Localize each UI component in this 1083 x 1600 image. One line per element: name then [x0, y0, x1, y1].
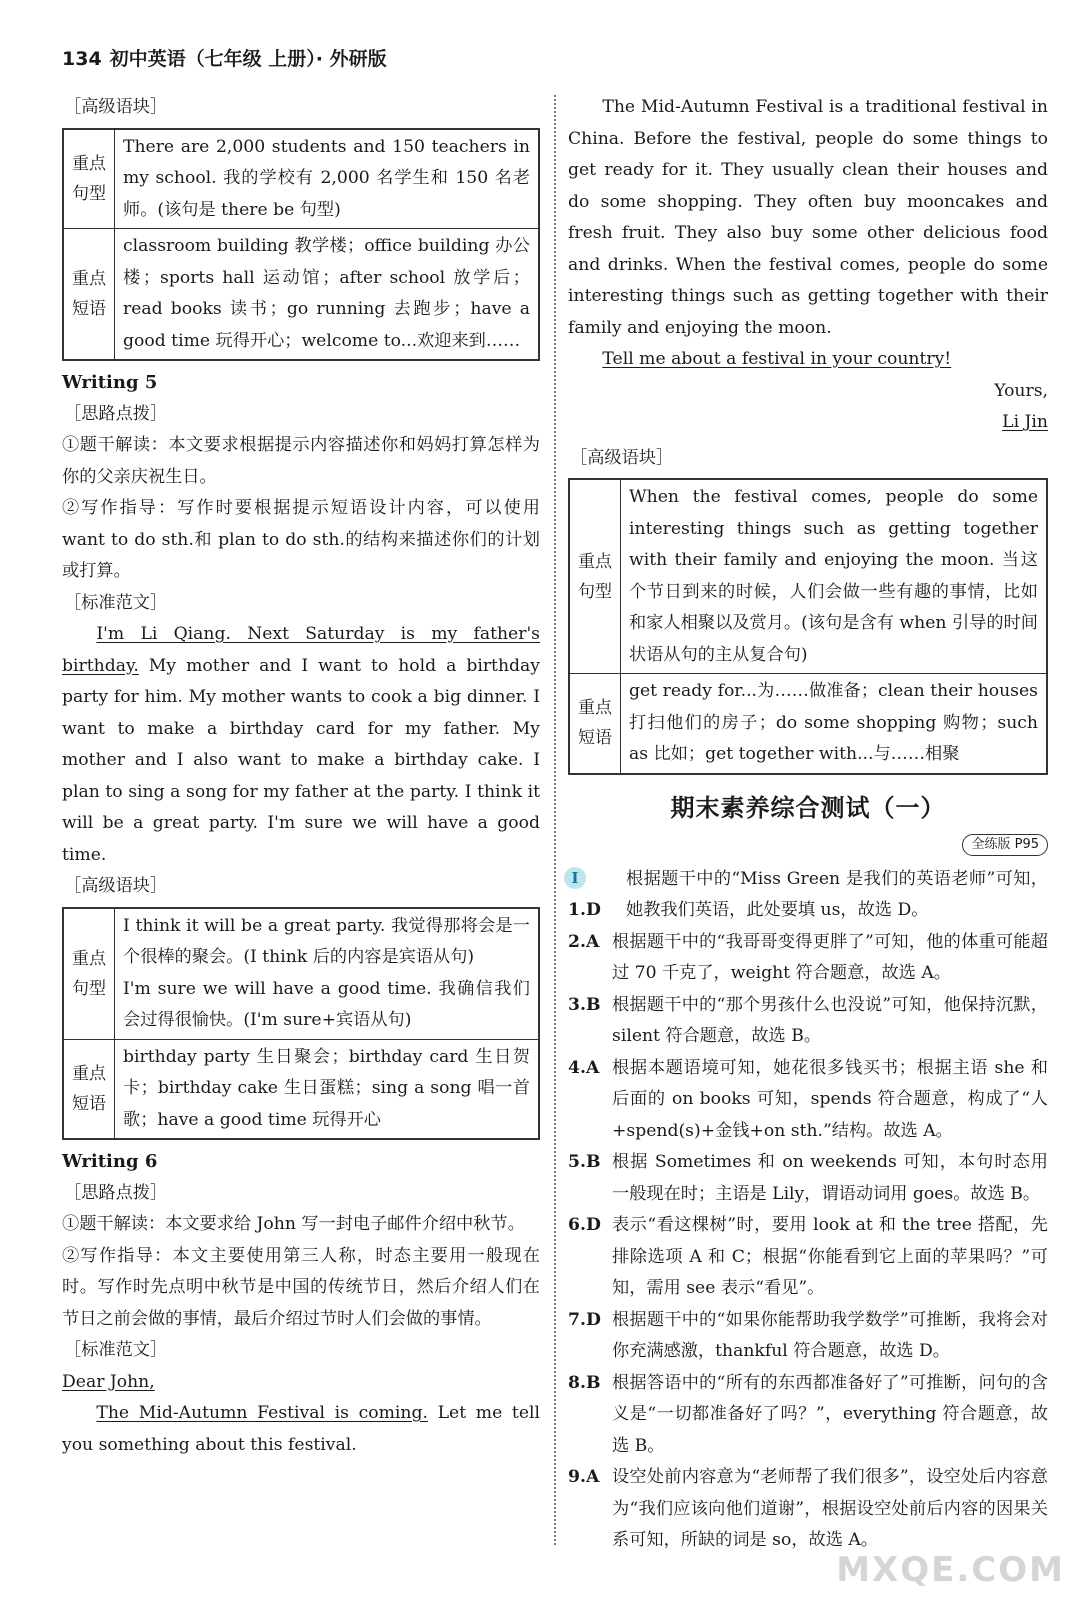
answer-item — [568, 1368, 1048, 1463]
answer-explanation: 根据本题语境可知，她花很多钱买书；根据主语 she 和后面的 on books 可知，spends 符合题意，构成了“人+spend(s)+金钱+on sth.”结构。故选 A。 — [612, 1057, 1048, 1141]
w6-tip1: ①题干解读：本文要求给 John 写一封电子邮件介绍中秋节。 — [62, 1214, 525, 1234]
answer-list — [568, 864, 1048, 1557]
answer-explanation: 根据题干中的“我哥哥变得更胖了”可知，他的体重可能超过 70 千克了，weight 符合题意，故选 A。 — [612, 931, 1048, 983]
answer-text: 根据题干中的“Miss Green 是我们的英语老师”可知，她教我们英语，此处要填 us，故选 D。 — [626, 868, 1048, 920]
w5-phrase-text: birthday party 生日聚会；birthday card 生日贺卡；birthday cake 生日蛋糕；sing a song 唱一首歌；have a good time 玩得开心 — [115, 1039, 540, 1139]
w6-ending-sentence: Tell me about a festival in your country! — [602, 349, 952, 369]
adv1-phrase-text: classroom building 教学楼；office building 办公楼；sports hall 运动馆；after school 放学后；read books 读书；go running 去跑步；have a good time 玩得开心；welcome to...欢迎来到…… — [115, 229, 540, 361]
adv1-label-sentence: 重点 句型 — [63, 129, 115, 229]
answer-item — [568, 1210, 1048, 1305]
answer-number: 4.A — [568, 1057, 600, 1078]
answer-number: 7.D — [568, 1309, 601, 1330]
answer-number: 6.D — [568, 1215, 601, 1235]
practice-reference — [568, 828, 1048, 860]
w5-tips-heading: ［思路点拨］ — [64, 403, 168, 424]
answer-number — [568, 864, 612, 927]
w5-sample-topic-sentence: I'm Li Qiang. Next Saturday is my father's birthday. — [62, 624, 540, 676]
column-divider — [554, 95, 556, 1545]
practice-reference-badge: 全练版 P95 — [962, 834, 1048, 856]
answer-number: 3.B — [568, 994, 601, 1015]
right-column — [568, 92, 1048, 1557]
answer-number: 2.A — [568, 931, 600, 952]
w6-label-phrase: 重点 短语 — [569, 674, 621, 774]
answer-number: 5.B — [568, 1152, 601, 1172]
w5-tip2: ②写作指导：写作时要根据提示短语设计内容，可以使用 want to do sth.和 plan to do sth.的结构来描述你们的计划或打算。 — [62, 498, 540, 581]
answer-item — [568, 864, 1048, 927]
w6-signature-name: Li Jin — [1002, 412, 1048, 432]
answer-item — [568, 1147, 1048, 1210]
answer-item — [568, 1053, 1048, 1148]
answer-explanation: 根据 Sometimes 和 on weekends 可知，本句时态用一般现在时；主语是 Lily，谓语动词用 goes。故选 B。 — [612, 1152, 1048, 1204]
answer-number: 8.B — [568, 1372, 601, 1393]
w5-label-sentence: 重点 句型 — [63, 908, 115, 1040]
page-header — [62, 44, 387, 71]
writing6-title: Writing 6 — [62, 1151, 158, 1172]
w6-greeting-text: Dear John, — [62, 1371, 155, 1392]
w6-sentence-text: When the festival comes, people do some interesting things such as getting together with their family and enjoying the moon. 当这个节日到来的时候，人们会做一些有趣的事情，比如和家人相聚以及赏月。(该句是含有 when 引导的时间状语从句的主从复合句) — [621, 479, 1048, 674]
answer-key: 1.D — [568, 900, 601, 920]
site-watermark: MXQE.COM — [836, 1550, 1065, 1590]
w6-paragraph2: The Mid-Autumn Festival is a traditional festival in China. Before the festival, people do some things to get ready for it. They usually clean their houses and do some shopping. They often buy mooncakes and fresh fruit. They also buy some other delicious food and drinks. When the festival comes, people do some interesting things such as getting together with their family and enjoying the moon. — [568, 97, 1048, 338]
w6-phrase-text: get ready for...为……做准备；clean their houses 打扫他们的房子；do some shopping 购物；such as 比如；get together with...与……相聚 — [621, 674, 1048, 774]
w6-p1-rest: Let me tell you something about this festival. — [62, 1403, 540, 1455]
w5-adv-table — [62, 907, 540, 1141]
w5-label-phrase: 重点 短语 — [63, 1039, 115, 1139]
answer-item — [568, 1462, 1048, 1557]
answer-explanation: 根据题干中的“如果你能帮助我学数学”可推断，我将会对你充满感激，thankful 符合题意，故选 D。 — [612, 1309, 1048, 1361]
adv1-table — [62, 128, 540, 362]
answer-explanation — [612, 864, 1048, 927]
answer-item — [568, 990, 1048, 1053]
w6-paragraph3 — [568, 344, 1048, 376]
answer-explanation: 设空处前内容意为“老师帮了我们很多”，设空处后内容意为“我们应该向他们道谢”，根据设空处前后内容的因果关系可知，所缺的词是 so，故选 A。 — [612, 1467, 1048, 1550]
w6-tip2: ②写作指导：本文主要使用第三人称，时态主要用一般现在时。写作时先点明中秋节是中国的传统节日，然后介绍人们在节日之前会做的事情，最后介绍过节时人们会做的事情。 — [62, 1245, 540, 1329]
w5-sentence-text: I think it will be a great party. 我觉得那将会是一个很棒的聚会。(I think 后的内容是宾语从句) I'm sure we will have a good time. 我确信我们会过得很愉快。(I'm sure+宾语从句) — [115, 908, 540, 1040]
answer-number: 9.A — [568, 1467, 600, 1487]
w6-sample-heading: ［标准范文］ — [64, 1340, 168, 1360]
writing5-title: Writing 5 — [62, 372, 158, 393]
w6-topic-sentence: The Mid-Autumn Festival is coming. — [96, 1403, 428, 1423]
w6-paragraph1 — [62, 1398, 540, 1461]
adv1-heading: ［高级语块］ — [64, 97, 168, 117]
section-title: 期末素养综合测试（一） — [670, 793, 946, 822]
adv1-sentence-text: There are 2,000 students and 150 teachers in my school. 我的学校有 2,000 名学生和 150 名老师。(该句是 there be 句型) — [115, 129, 540, 229]
part-one-badge: Ⅰ — [564, 867, 586, 889]
answer-explanation: 根据答语中的“所有的东西都准备好了”可推断，问句的含义是“一切都准备好了吗？”，everything 符合题意，故选 B。 — [612, 1372, 1048, 1456]
w6-label-sentence: 重点 句型 — [569, 479, 621, 674]
w6-adv-table — [568, 478, 1048, 775]
left-column — [62, 92, 540, 1461]
answer-item — [568, 927, 1048, 990]
adv1-label-phrase: 重点 短语 — [63, 229, 115, 361]
answer-explanation: 根据题干中的“那个男孩什么也没说”可知，他保持沉默，silent 符合题意，故选 B。 — [612, 994, 1048, 1046]
w5-sample-body: My mother and I want to hold a birthday party for him. My mother wants to cook a big dinner. I want to make a birthday card for my father. My mother and I also want to make a birthday cake. I plan to sing a song for my father at the party. I think it will be a great party. I'm sure we will have a good time. — [62, 655, 540, 865]
w5-tip1: ①题干解读：本文要求根据提示内容描述你和妈妈打算怎样为你的父亲庆祝生日。 — [62, 435, 540, 487]
w6-closing: Yours, — [994, 380, 1048, 401]
w6-adv-heading: ［高级语块］ — [570, 447, 674, 468]
book-title: 初中英语（七年级 上册）· 外研版 — [109, 48, 387, 70]
w6-greeting — [62, 1367, 540, 1399]
w5-sample-text — [62, 619, 540, 871]
w6-signature — [568, 407, 1048, 439]
w5-adv-heading: ［高级语块］ — [64, 876, 168, 896]
w5-sample-heading: ［标准范文］ — [64, 592, 168, 613]
answer-item — [568, 1305, 1048, 1368]
w6-tips-heading: ［思路点拨］ — [64, 1182, 168, 1203]
answer-explanation: 表示“看这棵树”时，要用 look at 和 the tree 搭配，先排除选项 A 和 C；根据“你能看到它上面的苹果吗？”可知，需用 see 表示“看见”。 — [612, 1215, 1048, 1298]
page-number: 134 — [62, 48, 102, 70]
